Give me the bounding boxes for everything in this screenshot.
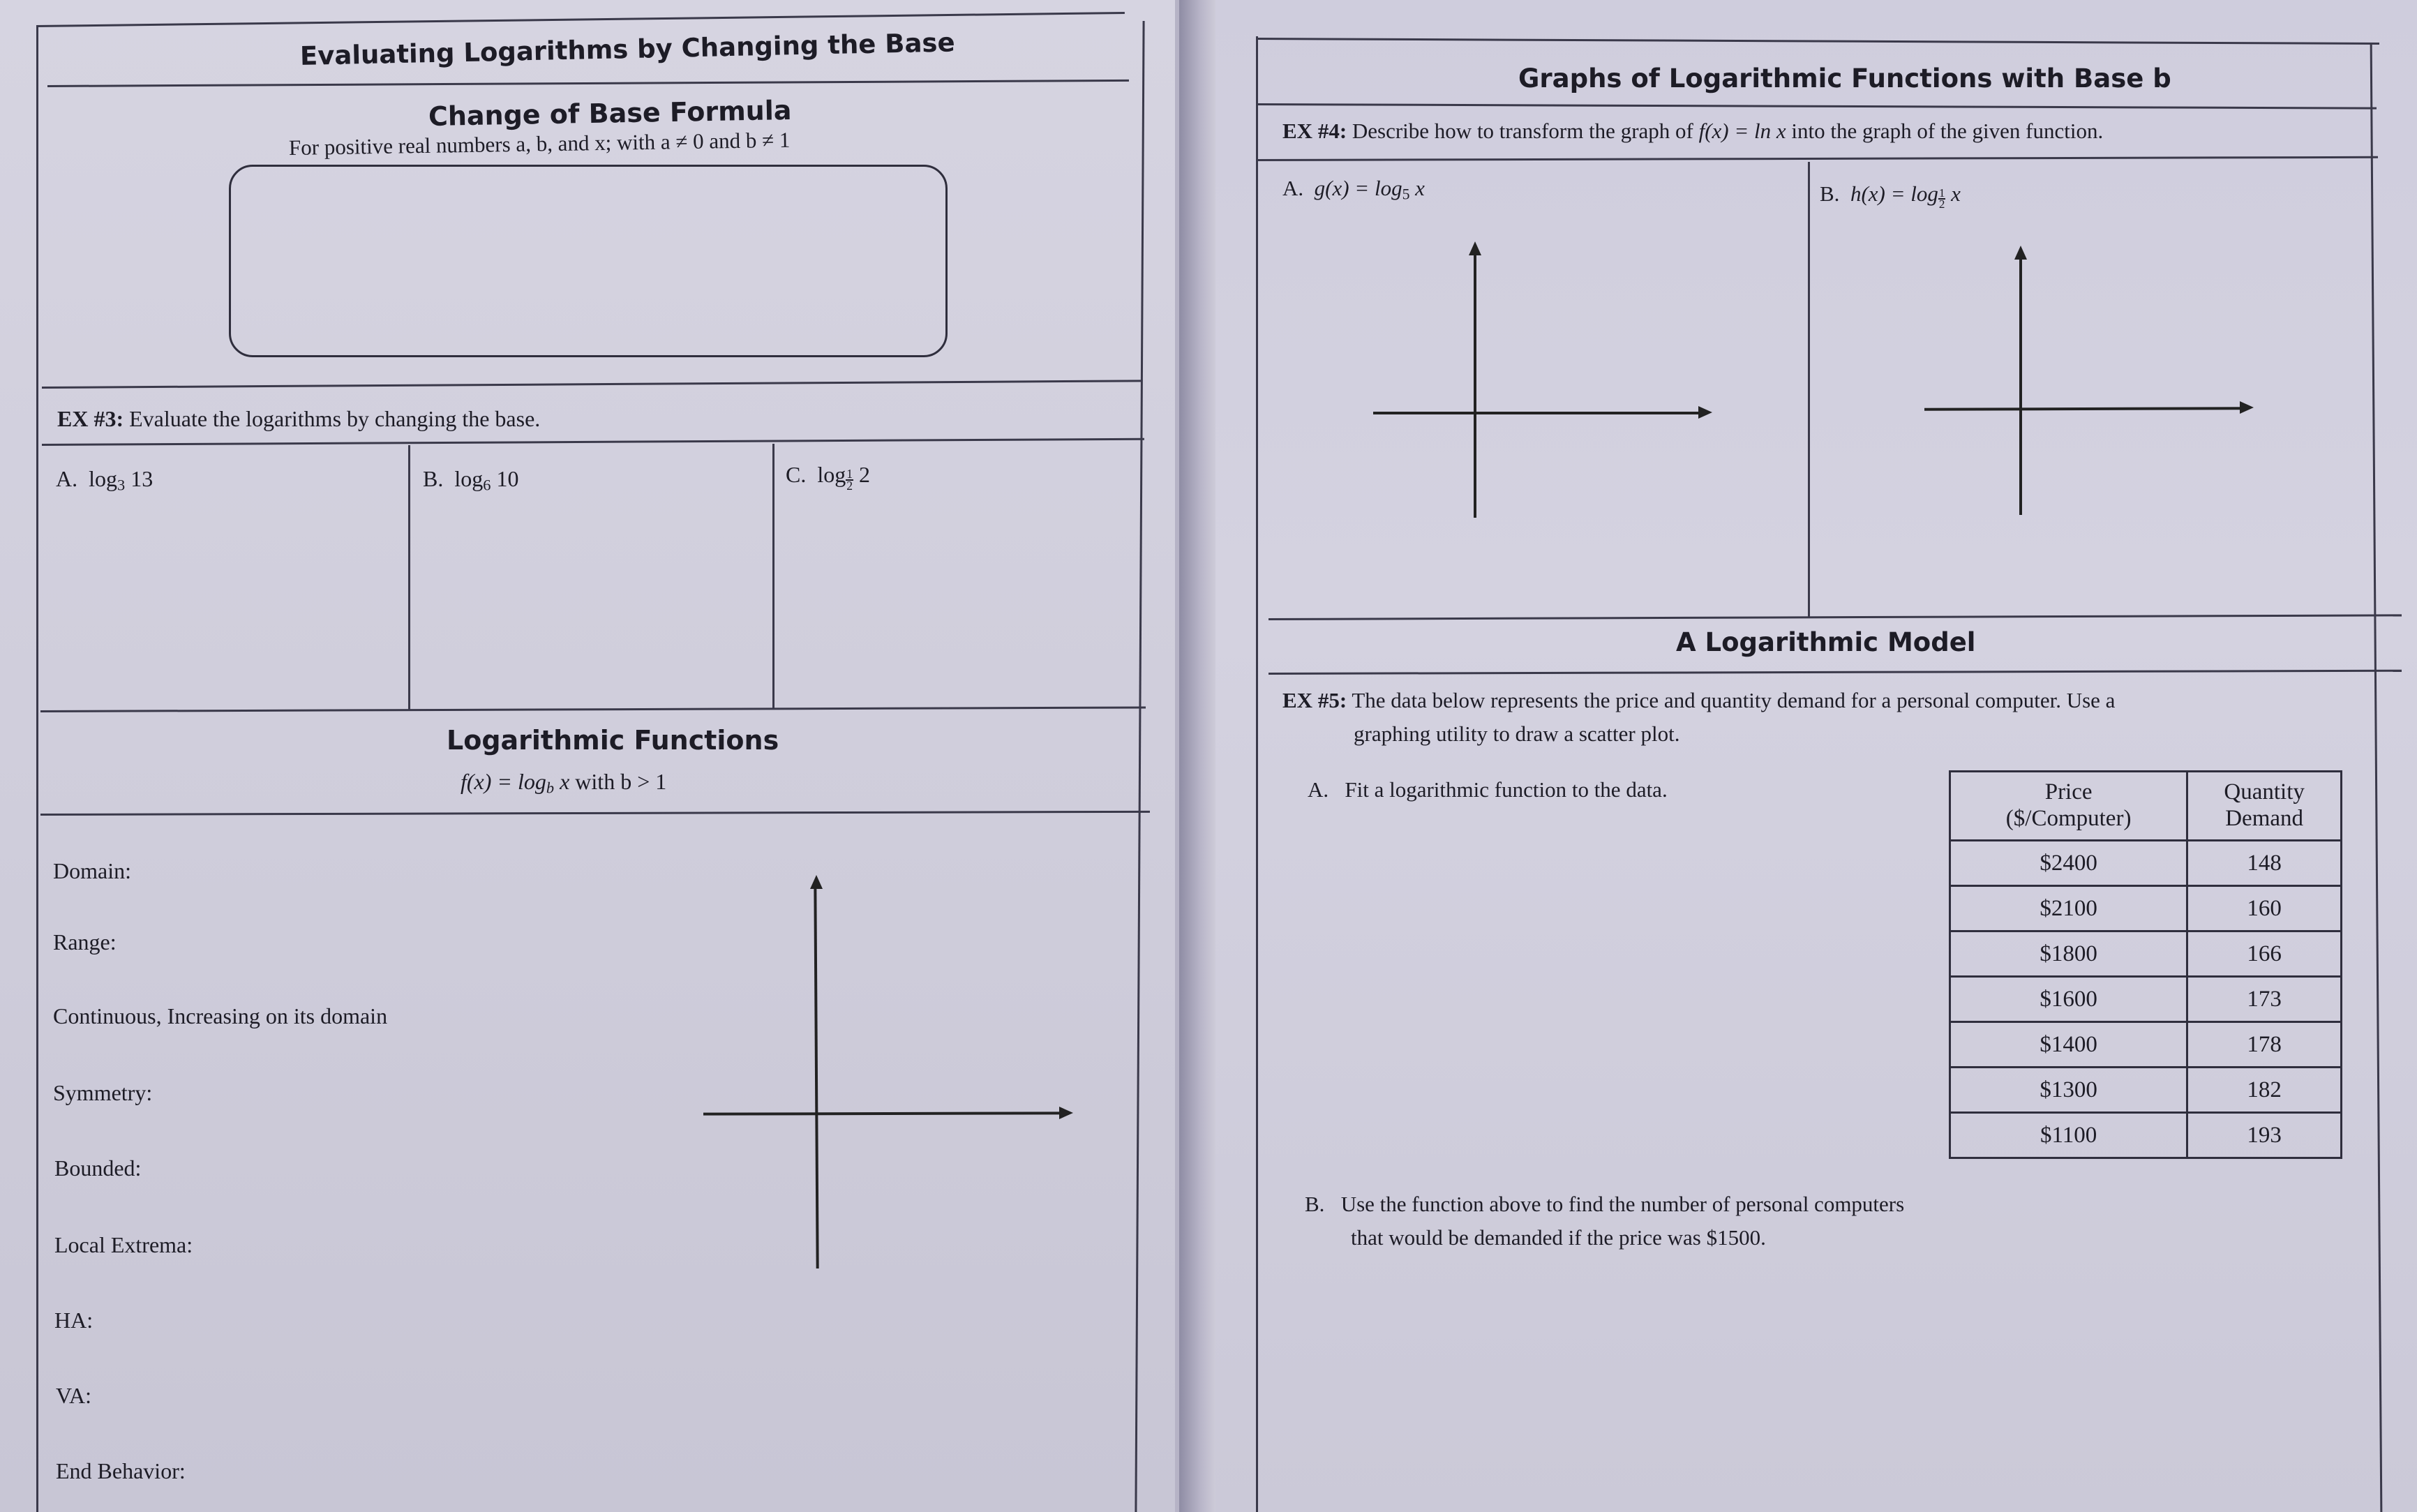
ex4-b-x-axis [1924,407,2243,411]
log-axes-x-axis [703,1111,1062,1115]
section-divider-1 [42,380,1142,389]
table-row [1950,931,2342,977]
ex4-label: EX #4: [1282,119,1347,143]
right-page-border-left [1256,36,1258,1512]
table-row [1950,977,2342,1022]
table-cell-demand: 166 [2187,931,2342,977]
title-underline [47,80,1129,87]
ex4-b-var: x [1951,181,1961,206]
property-domain: Domain: [53,858,131,883]
left-page-border-top [36,12,1125,27]
ex4-a-x-axis [1373,412,1701,414]
ex4-b-y-axis [2019,255,2022,515]
ex4-bottom-divider [1269,614,2402,620]
ex3-item-a-arg: 13 [130,466,154,491]
ex3-item-b-arg: 10 [496,466,519,491]
property-va: VA: [56,1383,91,1408]
ex3-item-c-arg: 2 [859,462,871,487]
section-divider-3 [40,811,1150,816]
table-cell-demand: 182 [2187,1068,2342,1113]
table-header-demand: Quantity Demand [2187,772,2342,841]
table-row [1950,886,2342,931]
ex5-prompt-line1 [1282,688,2115,713]
property-ha: HA: [54,1308,93,1333]
ex5-part-a [1308,777,1668,802]
ex3-item-b-base: 6 [483,476,491,494]
right-page-title: Graphs of Logarithmic Functions with Base b [1518,63,2171,93]
table-header-price: Price ($/Computer) [1950,772,2187,841]
table-cell-demand: 193 [2187,1113,2342,1158]
ex4-b-y-arrow [2014,246,2027,260]
table-cell-price: $1300 [1950,1068,2187,1113]
ex5-b-letter: B. [1305,1192,1325,1216]
table-row [1950,1113,2342,1158]
table-row [1950,1068,2342,1113]
ex4-f: f(x) = ln x [1698,119,1786,143]
change-of-base-heading: Change of Base Formula [428,94,792,132]
table-cell-price: $2100 [1950,886,2187,931]
property-local-extrema: Local Extrema: [54,1232,193,1257]
ex4-a-y-arrow [1469,241,1481,255]
log-axes-y-arrow [810,875,823,889]
ex3-item-c-log: log [817,462,846,487]
left-page-border-left [36,25,38,1512]
ex3-col-divider-1 [408,445,410,710]
property-bounded: Bounded: [54,1155,142,1181]
ex4-a-letter: A. [1282,176,1304,200]
right-worksheet-page [1215,0,2417,1512]
right-title-underline [1257,103,2377,110]
ex4-a-base: 5 [1402,186,1410,203]
log-def-cond: with b > 1 [575,769,667,794]
ex3-item-c-base-den: 2 [846,478,853,493]
change-of-base-condition: For positive real numbers a, b, and x; with a ≠ 0 and b ≠ 1 [288,127,791,160]
ex3-item-c [786,462,870,491]
ex4-b-letter: B. [1820,181,1840,206]
ex3-item-c-base-fraction [846,466,853,493]
ex4-col-divider [1808,162,1810,617]
table-cell-demand: 173 [2187,977,2342,1022]
ex3-item-c-base-num: 1 [846,466,853,481]
ex4-prompt-pre: Describe how to transform the graph of [1352,119,1693,143]
ex4-prompt-line [1282,119,2103,144]
ex3-col-divider-2 [772,444,775,709]
page-binding-gap [1179,0,1215,1512]
ex5-part-b-line2: that would be demanded if the price was $1500. [1351,1225,1766,1250]
ex3-prompt-line [57,406,540,432]
model-heading: A Logarithmic Model [1676,627,1976,657]
left-worksheet-page [0,0,1179,1512]
ex4-item-a [1282,176,1425,203]
log-functions-definition [461,769,666,797]
ex4-b-base-den: 2 [1938,197,1945,211]
table-row [1950,1022,2342,1068]
table-cell-demand: 178 [2187,1022,2342,1068]
ex3-item-b [423,466,518,494]
ex3-item-b-log: log [454,466,484,491]
right-page-border-top [1256,38,2379,45]
ex5-a-text: Fit a logarithmic function to the data. [1345,777,1668,802]
left-page-border-right [1135,21,1144,1512]
log-def-var: x [560,769,570,794]
ex3-item-a-base: 3 [117,476,126,494]
ex5-prompt-1: The data below represents the price and quantity demand for a personal computer. Use a [1352,688,2116,712]
table-cell-price: $1100 [1950,1113,2187,1158]
table-cell-price: $1800 [1950,931,2187,977]
table-cell-demand: 148 [2187,841,2342,886]
right-page-border-right [2370,43,2383,1512]
ex5-prompt-line2: graphing utility to draw a scatter plot. [1354,721,1680,746]
table-cell-price: $2400 [1950,841,2187,886]
ex4-item-b [1820,181,1961,210]
formula-answer-box[interactable] [229,165,948,357]
log-functions-heading: Logarithmic Functions [447,725,779,756]
ex3-item-c-letter: C. [786,462,807,487]
ex3-item-a-log: log [89,466,117,491]
log-def-lhs: f(x) = log [461,769,546,794]
ex4-a-y-axis [1474,251,1476,518]
ex3-label: EX #3: [57,406,124,431]
ex4-b-lhs: h(x) = log [1850,181,1938,206]
log-def-base: b [546,779,555,797]
ex3-item-b-letter: B. [423,466,444,491]
ex4-a-x-arrow [1698,406,1712,419]
ex3-prompt-underline [42,438,1144,446]
log-axes-x-arrow [1059,1107,1073,1119]
log-axes-y-axis [814,885,818,1268]
ex5-label: EX #5: [1282,688,1347,712]
price-demand-table [1949,770,2342,1159]
table-row [1950,841,2342,886]
table-cell-demand: 160 [2187,886,2342,931]
ex5-a-letter: A. [1308,777,1329,802]
section-divider-2 [40,706,1146,712]
ex4-b-base-num: 1 [1938,186,1945,200]
ex3-item-a-letter: A. [56,466,78,491]
ex3-prompt: Evaluate the logarithms by changing the base. [129,406,541,431]
ex5-b-text-1: Use the function above to find the number of personal computers [1340,1192,1905,1216]
property-continuity: Continuous, Increasing on its domain [53,1003,388,1028]
property-range: Range: [53,929,117,955]
ex4-b-x-arrow [2240,401,2254,414]
ex4-underline [1257,156,2378,161]
left-page-title: Evaluating Logarithms by Changing the Base [299,27,955,71]
ex4-b-base-fraction [1938,188,1946,210]
ex3-item-a [56,466,153,494]
ex5-part-b-line1 [1305,1192,1904,1217]
ex4-a-lhs: g(x) = log [1314,176,1402,200]
ex4-prompt-post: into the graph of the given function. [1791,119,2104,143]
model-heading-underline [1269,670,2402,675]
table-cell-price: $1400 [1950,1022,2187,1068]
property-end-behavior: End Behavior: [56,1458,186,1483]
table-header-row [1950,772,2342,841]
ex4-a-var: x [1415,176,1425,200]
table-cell-price: $1600 [1950,977,2187,1022]
property-symmetry: Symmetry: [53,1080,153,1105]
